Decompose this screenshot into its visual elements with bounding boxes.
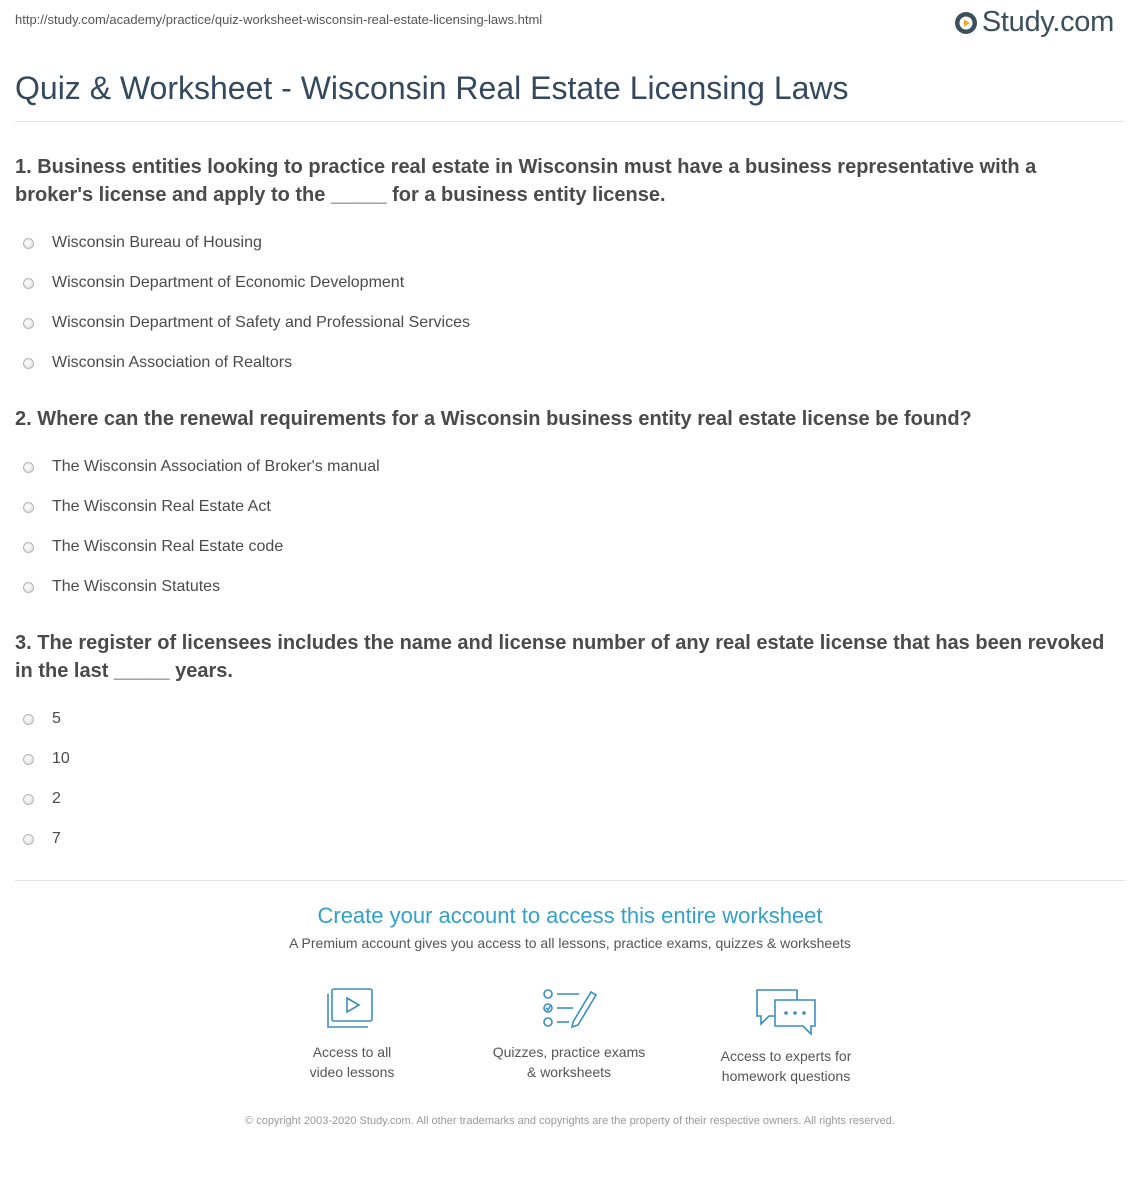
question-text: 2. Where can the renewal requirements for a Wisconsin business entity real estate license be found? bbox=[15, 408, 972, 430]
answer-label: The Wisconsin Real Estate Act bbox=[52, 498, 271, 515]
answer-options bbox=[15, 223, 1115, 383]
radio-icon[interactable] bbox=[23, 754, 34, 765]
answer-label: The Wisconsin Statutes bbox=[52, 578, 221, 595]
radio-icon[interactable] bbox=[23, 542, 34, 553]
logo-text: Study.com bbox=[981, 6, 1114, 38]
cta-divider bbox=[15, 880, 1125, 881]
answer-option[interactable] bbox=[15, 487, 1115, 527]
answer-option[interactable] bbox=[15, 567, 1115, 607]
answer-options bbox=[15, 699, 1115, 859]
page-url: http://study.com/academy/practice/quiz-worksheet-wisconsin-real-estate-licensing-laws.html bbox=[15, 12, 543, 27]
answer-label: The Wisconsin Association of Broker's manual bbox=[52, 458, 380, 475]
answer-label: 10 bbox=[52, 750, 70, 767]
page-title: Quiz & Worksheet - Wisconsin Real Estate Licensing Laws bbox=[15, 70, 849, 106]
radio-icon[interactable] bbox=[23, 794, 34, 805]
answer-option[interactable] bbox=[15, 527, 1115, 567]
answer-option[interactable] bbox=[15, 779, 1115, 819]
title-divider bbox=[15, 121, 1125, 122]
radio-icon[interactable] bbox=[23, 582, 34, 593]
answer-option[interactable] bbox=[15, 699, 1115, 739]
cta-subtitle: A Premium account gives you access to all lessons, practice exams, quizzes & worksheets bbox=[289, 935, 851, 951]
answer-label: Wisconsin Department of Economic Development bbox=[52, 274, 405, 291]
feature-quizzes bbox=[469, 986, 669, 1082]
feature-label: Quizzes, practice exams & worksheets bbox=[492, 1044, 646, 1080]
answer-option[interactable] bbox=[15, 303, 1115, 343]
answer-label: 7 bbox=[52, 830, 61, 847]
answer-label: Wisconsin Department of Safety and Professional Services bbox=[52, 314, 470, 331]
feature-experts bbox=[686, 986, 886, 1086]
radio-icon[interactable] bbox=[23, 462, 34, 473]
video-lesson-icon bbox=[324, 986, 380, 1032]
play-logo-icon bbox=[954, 11, 978, 35]
signup-cta bbox=[0, 903, 1140, 951]
feature-video-lessons bbox=[252, 986, 452, 1082]
answer-option[interactable] bbox=[15, 819, 1115, 859]
question-2 bbox=[15, 405, 1115, 607]
question-text: 1. Business entities looking to practice real estate in Wisconsin must have a business representative with a broker's license and apply to the _____ for a business entity license. bbox=[15, 156, 1037, 206]
question-3 bbox=[15, 629, 1115, 859]
feature-label: Access to experts for homework questions bbox=[720, 1048, 852, 1084]
answer-options bbox=[15, 447, 1115, 607]
radio-icon[interactable] bbox=[23, 278, 34, 289]
answer-label: Wisconsin Bureau of Housing bbox=[52, 234, 262, 251]
radio-icon[interactable] bbox=[23, 714, 34, 725]
answer-option[interactable] bbox=[15, 223, 1115, 263]
radio-icon[interactable] bbox=[23, 238, 34, 249]
answer-option[interactable] bbox=[15, 343, 1115, 383]
answer-option[interactable] bbox=[15, 263, 1115, 303]
answer-label: Wisconsin Association of Realtors bbox=[52, 354, 293, 371]
cta-title-link[interactable]: Create your account to access this entire worksheet bbox=[317, 903, 823, 928]
answer-label: The Wisconsin Real Estate code bbox=[52, 538, 284, 555]
question-1 bbox=[15, 153, 1115, 383]
question-text: 3. The register of licensees includes the name and license number of any real estate license that has been revoked in the last _____ years. bbox=[15, 632, 1105, 682]
radio-icon[interactable] bbox=[23, 834, 34, 845]
answer-option[interactable] bbox=[15, 739, 1115, 779]
copyright-footer: © copyright 2003-2020 Study.com. All other trademarks and copyrights are the property of their respective owners. All rights reserved. bbox=[245, 1115, 895, 1127]
radio-icon[interactable] bbox=[23, 502, 34, 513]
radio-icon[interactable] bbox=[23, 318, 34, 329]
radio-icon[interactable] bbox=[23, 358, 34, 369]
chat-bubbles-icon bbox=[753, 986, 819, 1036]
study-logo[interactable] bbox=[954, 6, 1114, 39]
quiz-checklist-icon bbox=[539, 986, 599, 1032]
answer-label: 5 bbox=[52, 710, 61, 727]
answer-option[interactable] bbox=[15, 447, 1115, 487]
feature-label: Access to all video lessons bbox=[309, 1044, 395, 1080]
answer-label: 2 bbox=[52, 790, 61, 807]
